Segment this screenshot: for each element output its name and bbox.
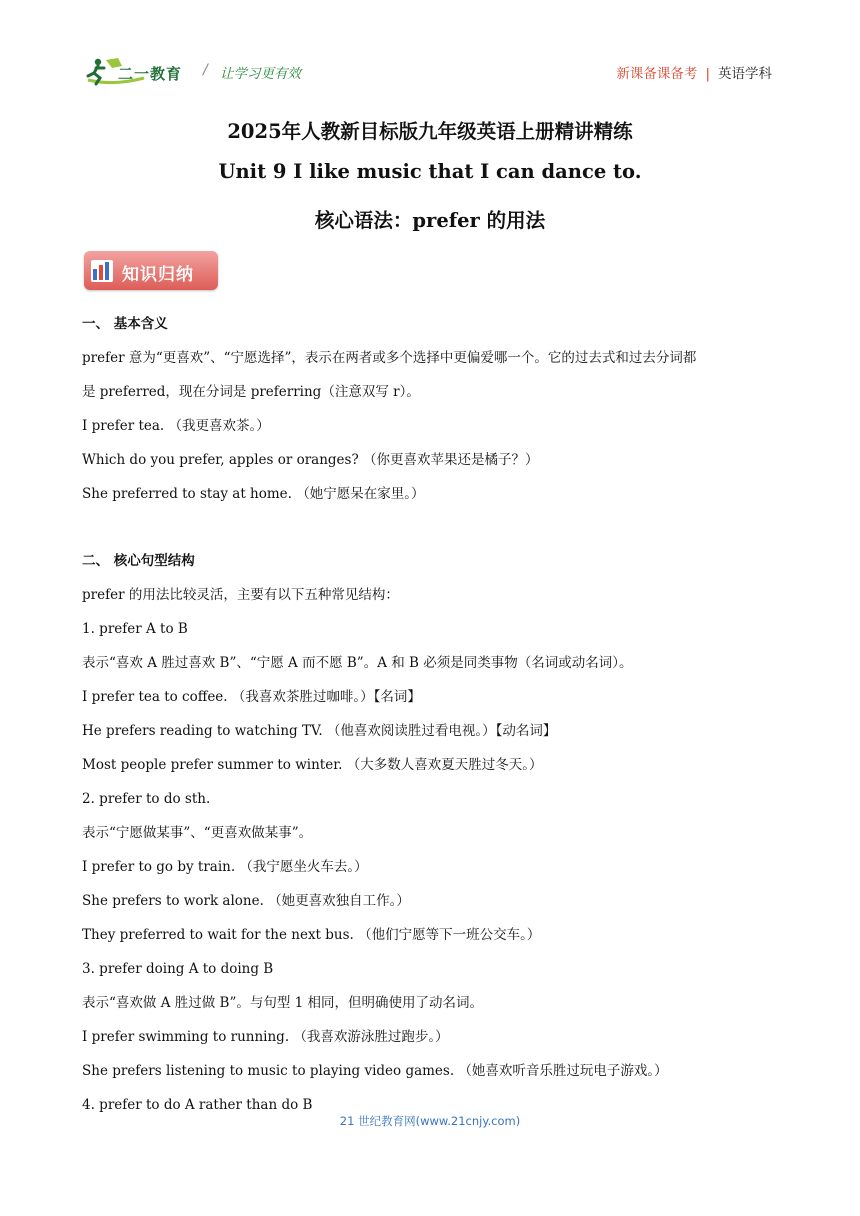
text-line: 表示“宁愿做某事”、“更喜欢做某事”。 xyxy=(82,825,313,841)
section-heading: 二、 核心句型结构 xyxy=(82,553,195,569)
slogan-divider: / xyxy=(203,62,208,78)
header-separator: | xyxy=(705,66,710,82)
section-heading: 一、 基本含义 xyxy=(82,316,168,332)
header-tagline: 新课备课备考 xyxy=(616,66,698,82)
text-line: She preferred to stay at home. （她宁愿呆在家里。） xyxy=(82,486,425,502)
spacer xyxy=(82,517,782,550)
text-line: She prefers listening to music to playing video games. （她喜欢听音乐胜过玩电子游戏。） xyxy=(82,1063,668,1079)
text-line: prefer 的用法比较灵活，主要有以下五种常见结构： xyxy=(82,587,399,603)
content-body xyxy=(82,313,782,1128)
knowledge-badge xyxy=(84,251,218,290)
header-right xyxy=(616,62,772,82)
grammar-title: 核心语法：prefer 的用法 xyxy=(314,209,546,232)
logo-text: 二一教育 xyxy=(118,65,183,83)
page-header xyxy=(0,0,860,96)
text-line: 表示“喜欢做 A 胜过做 B”。与句型 1 相同，但明确使用了动名词。 xyxy=(82,995,484,1011)
text-line: 2. prefer to do sth. xyxy=(82,791,211,807)
text-line: 1. prefer A to B xyxy=(82,621,188,637)
text-line: 是 preferred，现在分词是 preferring（注意双写 r）。 xyxy=(82,384,420,400)
badge-label: 知识归纳 xyxy=(122,265,194,285)
text-line: I prefer tea to coffee. （我喜欢茶胜过咖啡。）【名词】 xyxy=(82,689,421,705)
text-line: Most people prefer summer to winter. （大多数人喜欢夏天胜过冬天。） xyxy=(82,757,543,773)
footer-source: 21 世纪教育网(www.21cnjy.com) xyxy=(339,1114,521,1128)
text-line: Which do you prefer, apples or oranges? （你更喜欢苹果还是橘子？） xyxy=(82,452,539,468)
document-title: 2025年人教新目标版九年级英语上册精讲精练 xyxy=(227,120,633,143)
text-line: 3. prefer doing A to doing B xyxy=(82,961,274,977)
text-line: I prefer swimming to running. （我喜欢游泳胜过跑步。） xyxy=(82,1029,449,1045)
text-line: prefer 意为“更喜欢”、“宁愿选择”，表示在两者或多个选择中更偏爱哪一个。它的过去式和过去分词都 xyxy=(82,350,697,366)
text-line: 4. prefer to do A rather than do B xyxy=(82,1097,313,1113)
slogan: 让学习更有效 xyxy=(220,66,301,82)
book-icon xyxy=(90,257,114,284)
unit-title: Unit 9 I like music that I can dance to. xyxy=(218,160,642,183)
text-line: They preferred to wait for the next bus. （他们宁愿等下一班公交车。） xyxy=(82,927,541,943)
text-line: She prefers to work alone. （她更喜欢独自工作。） xyxy=(82,893,410,909)
text-line: I prefer to go by train. （我宁愿坐火车去。） xyxy=(82,859,368,875)
header-subject: 英语学科 xyxy=(718,66,772,82)
text-line: He prefers reading to watching TV. （他喜欢阅读胜过看电视。）【动名词】 xyxy=(82,723,557,739)
text-line: I prefer tea. （我更喜欢茶。） xyxy=(82,418,270,434)
text-line: 表示“喜欢 A 胜过喜欢 B”、“宁愿 A 而不愿 B”。A 和 B 必须是同类事物（名词或动名词）。 xyxy=(82,655,633,671)
